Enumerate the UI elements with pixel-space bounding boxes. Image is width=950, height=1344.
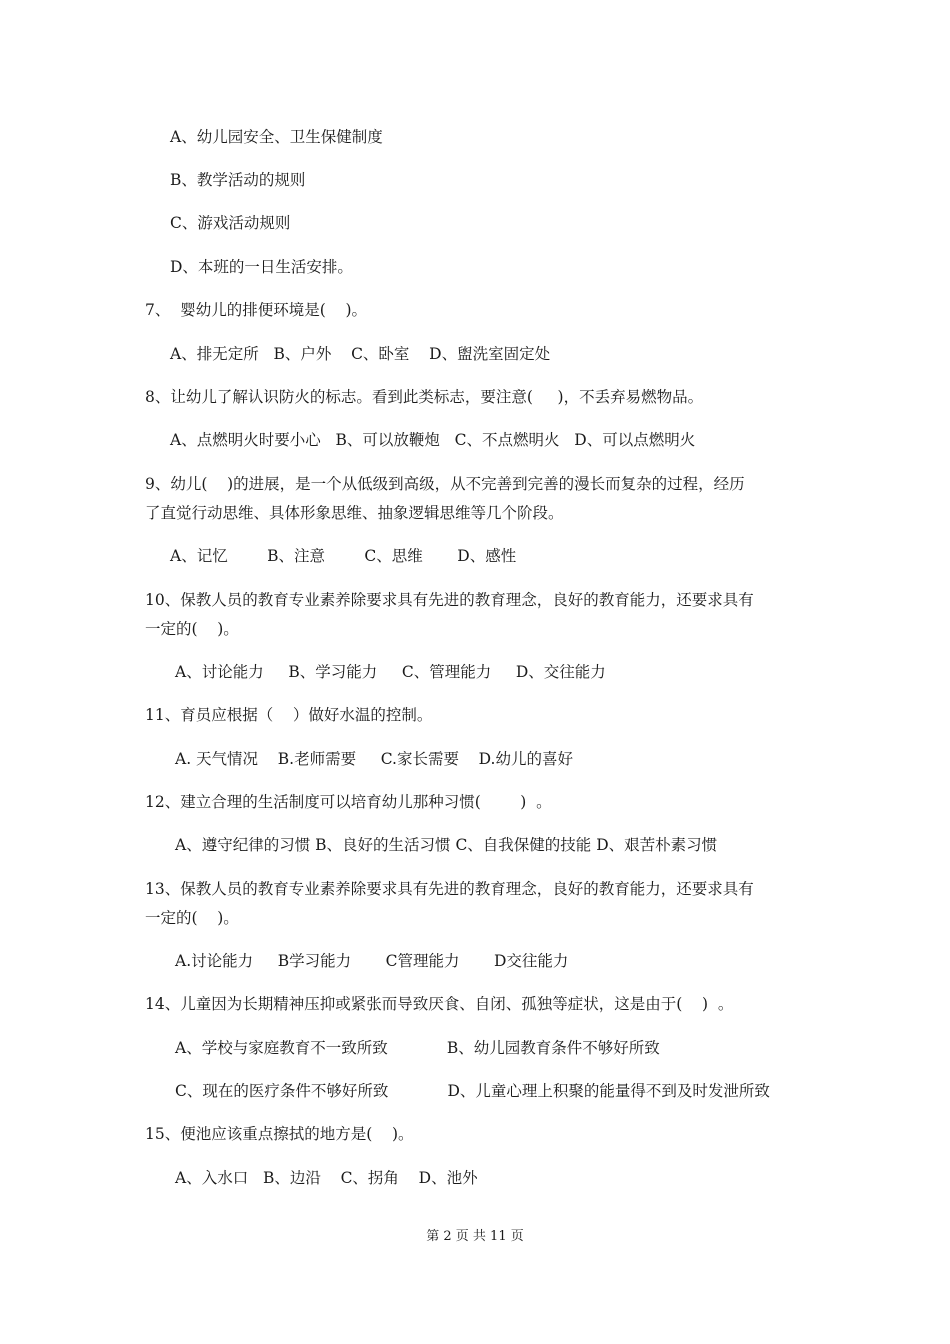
text-line: C、现在的医疗条件不够好所致 D、儿童心理上积聚的能量得不到及时发泄所致	[175, 1082, 770, 1100]
text-line: 一定的( )。	[145, 909, 239, 927]
text-line: B、教学活动的规则	[170, 171, 306, 189]
text-line: 14、儿童因为长期精神压抑或紧张而导致厌食、自闭、孤独等症状，这是由于( ) 。	[145, 995, 734, 1013]
text-line: C、游戏活动规则	[170, 214, 291, 232]
text-line: 13、保教人员的教育专业素养除要求具有先进的教育理念，良好的教育能力，还要求具有	[145, 880, 754, 898]
text-line: A、幼儿园安全、卫生保健制度	[170, 128, 383, 146]
text-line: A、学校与家庭教育不一致所致 B、幼儿园教育条件不够好所致	[175, 1039, 660, 1057]
text-line: 10、保教人员的教育专业素养除要求具有先进的教育理念，良好的教育能力，还要求具有	[145, 591, 754, 609]
text-line: 15、便池应该重点擦拭的地方是( )。	[145, 1125, 414, 1143]
text-line: A、入水口 B、边沿 C、拐角 D、池外	[175, 1169, 478, 1187]
text-line: A、排无定所 B、户外 C、卧室 D、盥洗室固定处	[170, 345, 551, 363]
text-line: A. 天气情况 B.老师需要 C.家长需要 D.幼儿的喜好	[175, 750, 573, 768]
text-line: 8、让幼儿了解认识防火的标志。看到此类标志，要注意( )，不丢弃易燃物品。	[145, 388, 704, 406]
text-line: A.讨论能力 B学习能力 C管理能力 D交往能力	[175, 952, 569, 970]
text-line: D、本班的一日生活安排。	[170, 258, 353, 276]
text-line: A、记忆 B、注意 C、思维 D、感性	[170, 547, 517, 565]
text-line: 12、建立合理的生活制度可以培育幼儿那种习惯( ) 。	[145, 793, 552, 811]
text-line: 了直觉行动思维、具体形象思维、抽象逻辑思维等几个阶段。	[145, 504, 564, 522]
page-footer: 第 2 页 共 11 页	[426, 1229, 524, 1244]
text-line: 11、育员应根据（ ）做好水温的控制。	[145, 706, 433, 724]
text-line: A、点燃明火时要小心 B、可以放鞭炮 C、不点燃明火 D、可以点燃明火	[170, 431, 696, 449]
text-line: A、讨论能力 B、学习能力 C、管理能力 D、交往能力	[175, 663, 606, 681]
text-line: 9、幼儿( )的进展，是一个从低级到高级，从不完善到完善的漫长而复杂的过程，经历	[145, 475, 745, 493]
text-line: 7、 婴幼儿的排便环境是( )。	[145, 301, 368, 319]
text-line: 一定的( )。	[145, 620, 239, 638]
text-line: A、遵守纪律的习惯 B、良好的生活习惯 C、自我保健的技能 D、艰苦朴素习惯	[175, 836, 718, 854]
